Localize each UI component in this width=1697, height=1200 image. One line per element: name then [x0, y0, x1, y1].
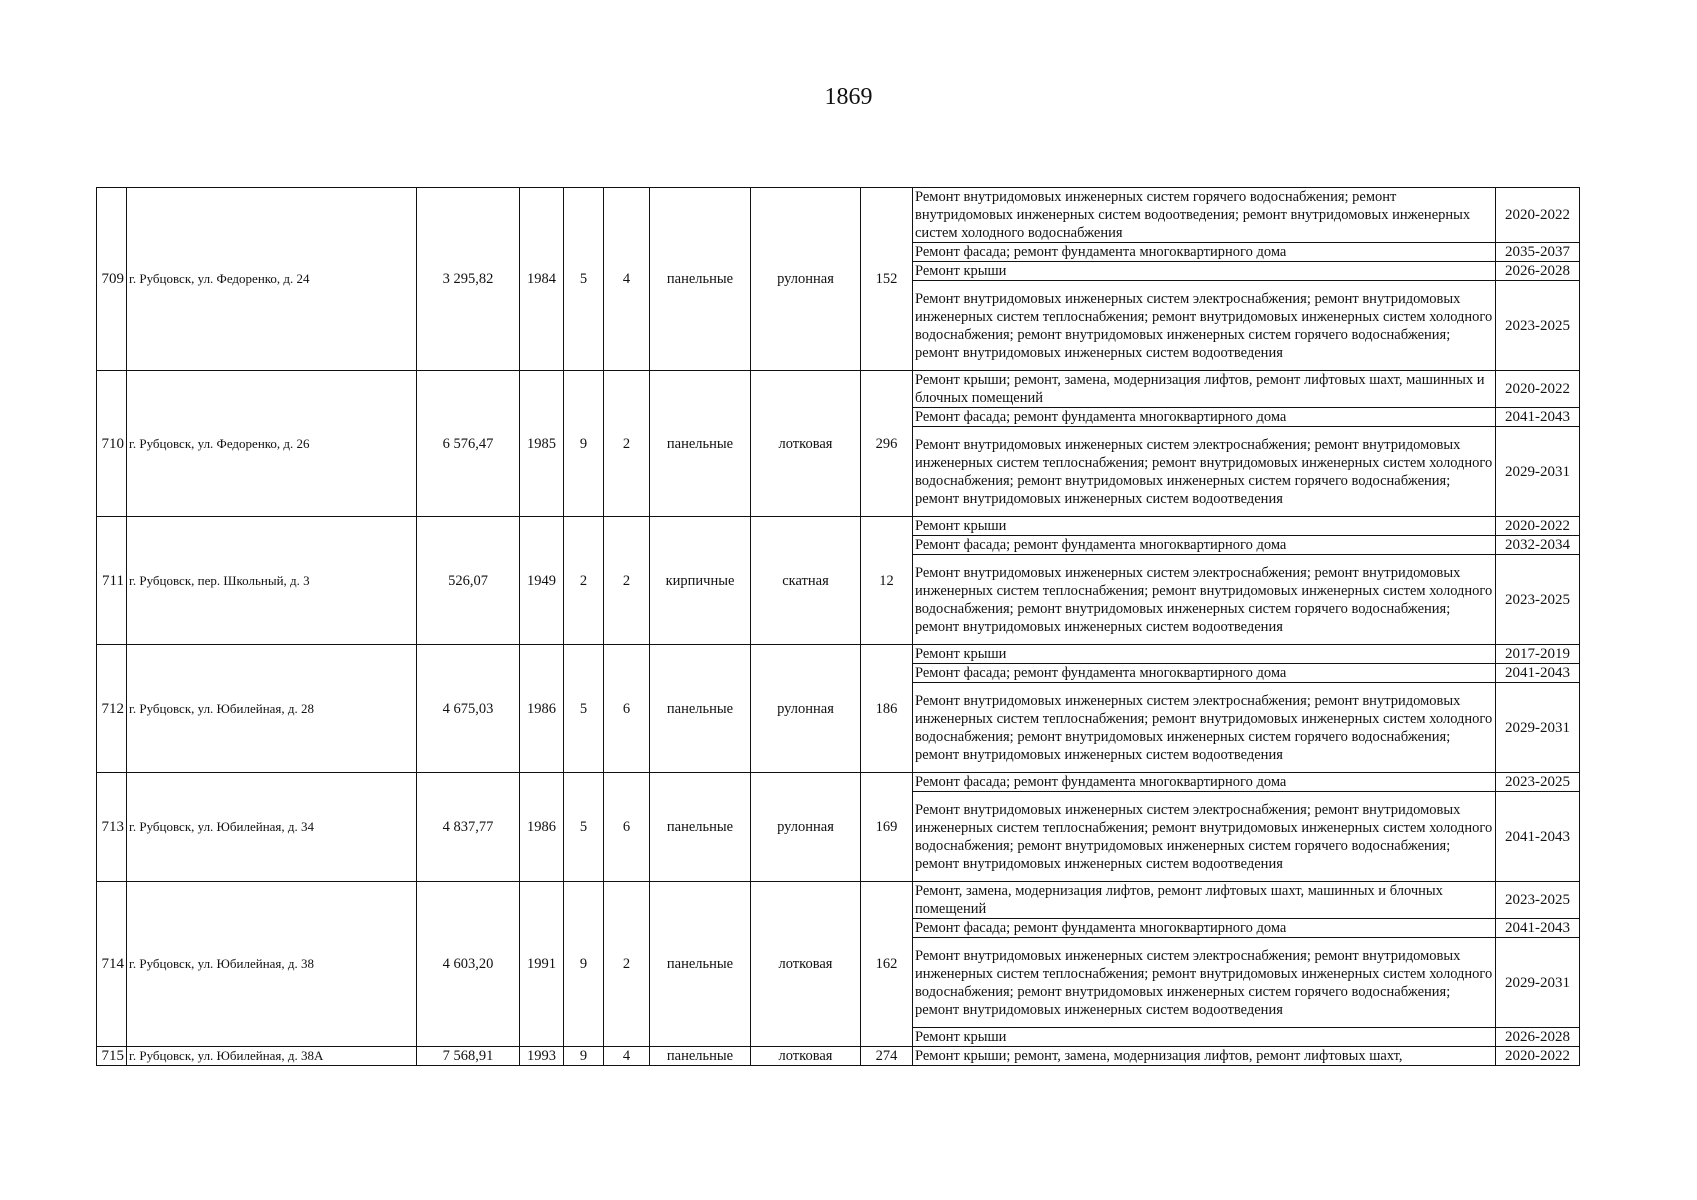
wall-material: панельные	[650, 188, 751, 371]
resident-count: 169	[861, 773, 913, 882]
floor-count: 9	[564, 882, 604, 1047]
work-period: 2029-2031	[1496, 683, 1580, 773]
house-area: 4 603,20	[417, 882, 520, 1047]
table-row	[97, 1047, 1580, 1066]
work-period: 2032-2034	[1496, 536, 1580, 555]
work-period: 2041-2043	[1496, 664, 1580, 683]
roof-type: рулонная	[751, 773, 861, 882]
work-period: 2020-2022	[1496, 1047, 1580, 1066]
wall-material: панельные	[650, 773, 751, 882]
roof-type: скатная	[751, 517, 861, 645]
work-period: 2026-2028	[1496, 262, 1580, 281]
resident-count: 162	[861, 882, 913, 1047]
resident-count: 186	[861, 645, 913, 773]
house-area: 7 568,91	[417, 1047, 520, 1066]
work-period: 2023-2025	[1496, 773, 1580, 792]
work-period: 2020-2022	[1496, 371, 1580, 408]
build-year: 1986	[520, 645, 564, 773]
work-period: 2017-2019	[1496, 645, 1580, 664]
house-area: 526,07	[417, 517, 520, 645]
work-period: 2041-2043	[1496, 919, 1580, 938]
row-number: 712	[97, 645, 127, 773]
build-year: 1984	[520, 188, 564, 371]
work-period: 2020-2022	[1496, 517, 1580, 536]
resident-count: 274	[861, 1047, 913, 1066]
wall-material: панельные	[650, 882, 751, 1047]
house-area: 3 295,82	[417, 188, 520, 371]
wall-material: кирпичные	[650, 517, 751, 645]
work-description: Ремонт крыши; ремонт, замена, модернизация лифтов, ремонт лифтовых шахт, машинных и блочных помещений	[913, 371, 1496, 408]
house-address: г. Рубцовск, ул. Юбилейная, д. 34	[127, 773, 417, 882]
build-year: 1991	[520, 882, 564, 1047]
work-period: 2029-2031	[1496, 427, 1580, 517]
table-row	[97, 371, 1580, 408]
house-address: г. Рубцовск, пер. Школьный, д. 3	[127, 517, 417, 645]
roof-type: рулонная	[751, 645, 861, 773]
build-year: 1986	[520, 773, 564, 882]
work-description: Ремонт внутридомовых инженерных систем электроснабжения; ремонт внутридомовых инженерных систем теплоснабжения; ремонт внутридомовых инженерных систем холодного водоснабжения; ремонт внутридомовых инженерных систем горячего водоснабжения; ремонт внутридомовых инженерных систем водоотведения	[913, 281, 1496, 371]
house-address: г. Рубцовск, ул. Юбилейная, д. 28	[127, 645, 417, 773]
table-row	[97, 188, 1580, 243]
page-number: 1869	[824, 84, 873, 110]
work-description: Ремонт крыши	[913, 1028, 1496, 1047]
row-number: 710	[97, 371, 127, 517]
floor-count: 9	[564, 1047, 604, 1066]
house-address: г. Рубцовск, ул. Юбилейная, д. 38	[127, 882, 417, 1047]
floor-count: 5	[564, 188, 604, 371]
work-description: Ремонт, замена, модернизация лифтов, ремонт лифтовых шахт, машинных и блочных помещений	[913, 882, 1496, 919]
table-row	[97, 517, 1580, 536]
work-period: 2029-2031	[1496, 938, 1580, 1028]
house-area: 4 675,03	[417, 645, 520, 773]
entrance-count: 4	[604, 188, 650, 371]
roof-type: лотковая	[751, 1047, 861, 1066]
build-year: 1949	[520, 517, 564, 645]
work-description: Ремонт фасада; ремонт фундамента многоквартирного дома	[913, 773, 1496, 792]
build-year: 1985	[520, 371, 564, 517]
work-description: Ремонт крыши	[913, 645, 1496, 664]
wall-material: панельные	[650, 645, 751, 773]
roof-type: лотковая	[751, 882, 861, 1047]
entrance-count: 2	[604, 371, 650, 517]
work-description: Ремонт внутридомовых инженерных систем электроснабжения; ремонт внутридомовых инженерных систем теплоснабжения; ремонт внутридомовых инженерных систем холодного водоснабжения; ремонт внутридомовых инженерных систем горячего водоснабжения; ремонт внутридомовых инженерных систем водоотведения	[913, 427, 1496, 517]
work-description: Ремонт крыши	[913, 517, 1496, 536]
resident-count: 296	[861, 371, 913, 517]
work-description: Ремонт внутридомовых инженерных систем электроснабжения; ремонт внутридомовых инженерных систем теплоснабжения; ремонт внутридомовых инженерных систем холодного водоснабжения; ремонт внутридомовых инженерных систем горячего водоснабжения; ремонт внутридомовых инженерных систем водоотведения	[913, 792, 1496, 882]
build-year: 1993	[520, 1047, 564, 1066]
house-area: 4 837,77	[417, 773, 520, 882]
work-period: 2035-2037	[1496, 243, 1580, 262]
work-description: Ремонт внутридомовых инженерных систем электроснабжения; ремонт внутридомовых инженерных систем теплоснабжения; ремонт внутридомовых инженерных систем холодного водоснабжения; ремонт внутридомовых инженерных систем горячего водоснабжения; ремонт внутридомовых инженерных систем водоотведения	[913, 555, 1496, 645]
work-description: Ремонт фасада; ремонт фундамента многоквартирного дома	[913, 919, 1496, 938]
floor-count: 5	[564, 773, 604, 882]
row-number: 711	[97, 517, 127, 645]
work-description: Ремонт крыши; ремонт, замена, модернизация лифтов, ремонт лифтовых шахт,	[913, 1047, 1496, 1066]
entrance-count: 2	[604, 882, 650, 1047]
work-period: 2041-2043	[1496, 792, 1580, 882]
entrance-count: 4	[604, 1047, 650, 1066]
row-number: 714	[97, 882, 127, 1047]
work-description: Ремонт фасада; ремонт фундамента многоквартирного дома	[913, 408, 1496, 427]
house-area: 6 576,47	[417, 371, 520, 517]
floor-count: 5	[564, 645, 604, 773]
work-description: Ремонт внутридомовых инженерных систем горячего водоснабжения; ремонт внутридомовых инженерных систем водоотведения; ремонт внутридомовых инженерных систем холодного водоснабжения	[913, 188, 1496, 243]
work-period: 2023-2025	[1496, 555, 1580, 645]
work-period: 2023-2025	[1496, 882, 1580, 919]
floor-count: 2	[564, 517, 604, 645]
floor-count: 9	[564, 371, 604, 517]
work-description: Ремонт фасада; ремонт фундамента многоквартирного дома	[913, 243, 1496, 262]
wall-material: панельные	[650, 371, 751, 517]
resident-count: 12	[861, 517, 913, 645]
row-number: 709	[97, 188, 127, 371]
work-description: Ремонт фасада; ремонт фундамента многоквартирного дома	[913, 664, 1496, 683]
resident-count: 152	[861, 188, 913, 371]
entrance-count: 6	[604, 773, 650, 882]
work-period: 2026-2028	[1496, 1028, 1580, 1047]
table-row	[97, 645, 1580, 664]
table-row	[97, 882, 1580, 919]
capital-repair-table	[96, 187, 1580, 1066]
work-period: 2020-2022	[1496, 188, 1580, 243]
work-description: Ремонт фасада; ремонт фундамента многоквартирного дома	[913, 536, 1496, 555]
work-description: Ремонт крыши	[913, 262, 1496, 281]
house-address: г. Рубцовск, ул. Юбилейная, д. 38А	[127, 1047, 417, 1066]
table-body	[97, 188, 1580, 1066]
house-address: г. Рубцовск, ул. Федоренко, д. 26	[127, 371, 417, 517]
row-number: 713	[97, 773, 127, 882]
row-number: 715	[97, 1047, 127, 1066]
work-period: 2041-2043	[1496, 408, 1580, 427]
house-address: г. Рубцовск, ул. Федоренко, д. 24	[127, 188, 417, 371]
entrance-count: 6	[604, 645, 650, 773]
entrance-count: 2	[604, 517, 650, 645]
roof-type: рулонная	[751, 188, 861, 371]
wall-material: панельные	[650, 1047, 751, 1066]
table-row	[97, 773, 1580, 792]
work-description: Ремонт внутридомовых инженерных систем электроснабжения; ремонт внутридомовых инженерных систем теплоснабжения; ремонт внутридомовых инженерных систем холодного водоснабжения; ремонт внутридомовых инженерных систем горячего водоснабжения; ремонт внутридомовых инженерных систем водоотведения	[913, 683, 1496, 773]
roof-type: лотковая	[751, 371, 861, 517]
work-period: 2023-2025	[1496, 281, 1580, 371]
work-description: Ремонт внутридомовых инженерных систем электроснабжения; ремонт внутридомовых инженерных систем теплоснабжения; ремонт внутридомовых инженерных систем холодного водоснабжения; ремонт внутридомовых инженерных систем горячего водоснабжения; ремонт внутридомовых инженерных систем водоотведения	[913, 938, 1496, 1028]
